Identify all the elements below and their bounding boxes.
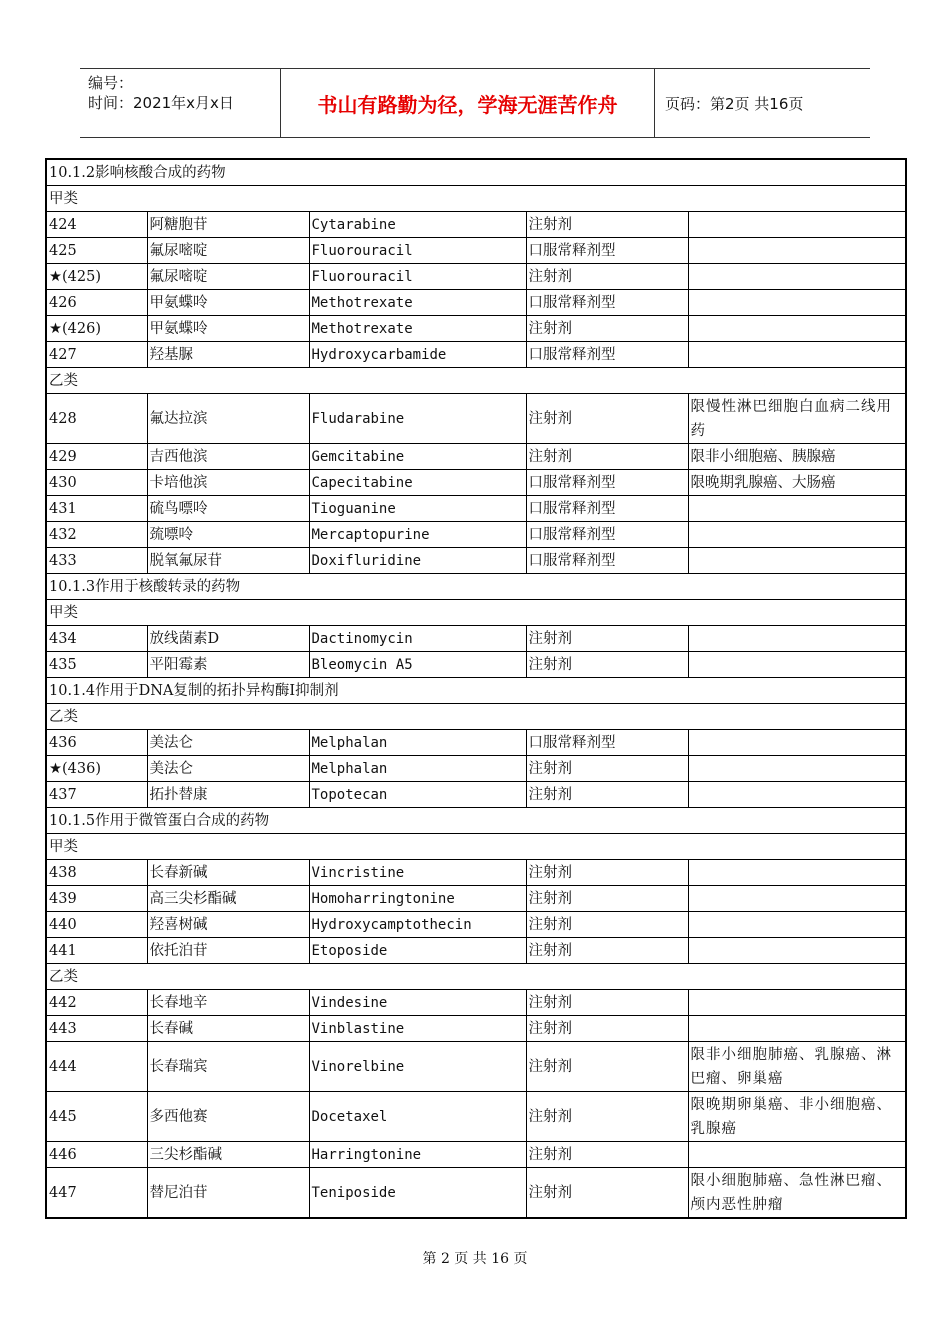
page-footer: 第 2 页 共 16 页 (422, 1251, 528, 1267)
remark: 限慢性淋巴细胞白血病二线用药 (688, 394, 906, 444)
section-row (46, 600, 906, 626)
drug-number: 431 (46, 496, 147, 522)
section-row (46, 834, 906, 860)
drug-name-en: Vindesine (309, 990, 526, 1016)
drug-name-cn: 氟尿嘧啶 (147, 264, 309, 290)
drug-number: 428 (46, 394, 147, 444)
section-heading: 乙类 (46, 368, 906, 394)
table-row (46, 756, 906, 782)
dosage-form: 注射剂 (526, 886, 688, 912)
drug-name-en: Vincristine (309, 860, 526, 886)
drug-name-en: Capecitabine (309, 470, 526, 496)
remark (688, 730, 906, 756)
remark (688, 990, 906, 1016)
dosage-form: 口服常释剂型 (526, 522, 688, 548)
dosage-form: 注射剂 (526, 316, 688, 342)
remark (688, 316, 906, 342)
drug-name-cn: 三尖杉酯碱 (147, 1142, 309, 1168)
table-row (46, 990, 906, 1016)
time-label: 时间：2021年x月x日 (88, 94, 234, 112)
drug-table-body (46, 159, 906, 1218)
drug-name-cn: 吉西他滨 (147, 444, 309, 470)
drug-name-en: Fluorouracil (309, 238, 526, 264)
drug-number: 445 (46, 1092, 147, 1142)
drug-name-en: Fludarabine (309, 394, 526, 444)
drug-name-cn: 羟基脲 (147, 342, 309, 368)
section-row (46, 704, 906, 730)
dosage-form: 注射剂 (526, 990, 688, 1016)
table-row (46, 652, 906, 678)
drug-number: 439 (46, 886, 147, 912)
dosage-form: 口服常释剂型 (526, 496, 688, 522)
drug-number: 426 (46, 290, 147, 316)
drug-name-cn: 氟达拉滨 (147, 394, 309, 444)
table-row (46, 212, 906, 238)
drug-number: 443 (46, 1016, 147, 1042)
drug-number: 441 (46, 938, 147, 964)
drug-name-cn: 卡培他滨 (147, 470, 309, 496)
drug-number: 424 (46, 212, 147, 238)
remark: 限晚期卵巢癌、非小细胞癌、乳腺癌 (688, 1092, 906, 1142)
remark (688, 1016, 906, 1042)
drug-number: ★(436) (46, 756, 147, 782)
drug-number: ★(425) (46, 264, 147, 290)
drug-name-cn: 长春瑞宾 (147, 1042, 309, 1092)
drug-number: 435 (46, 652, 147, 678)
drug-name-cn: 长春地辛 (147, 990, 309, 1016)
serial-label: 编号： (88, 74, 134, 92)
drug-name-en: Doxifluridine (309, 548, 526, 574)
table-row (46, 342, 906, 368)
dosage-form: 口服常释剂型 (526, 290, 688, 316)
drug-name-cn: 放线菌素D (147, 626, 309, 652)
drug-number: 432 (46, 522, 147, 548)
table-row (46, 860, 906, 886)
remark: 限小细胞肺癌、急性淋巴瘤、颅内恶性肿瘤 (688, 1168, 906, 1219)
drug-name-cn: 甲氨蝶呤 (147, 316, 309, 342)
table-row (46, 470, 906, 496)
drug-name-en: Homoharringtonine (309, 886, 526, 912)
drug-number: 444 (46, 1042, 147, 1092)
remark (688, 1142, 906, 1168)
drug-table (45, 158, 907, 1219)
drug-name-en: Vinorelbine (309, 1042, 526, 1092)
dosage-form: 注射剂 (526, 756, 688, 782)
remark (688, 860, 906, 886)
table-row (46, 548, 906, 574)
section-heading: 乙类 (46, 964, 906, 990)
drug-name-en: Topotecan (309, 782, 526, 808)
drug-number: 430 (46, 470, 147, 496)
dosage-form: 注射剂 (526, 394, 688, 444)
dosage-form: 注射剂 (526, 782, 688, 808)
section-heading: 10.1.5作用于微管蛋白合成的药物 (46, 808, 906, 834)
section-heading: 10.1.2影响核酸合成的药物 (46, 159, 906, 186)
drug-name-cn: 平阳霉素 (147, 652, 309, 678)
drug-name-en: Fluorouracil (309, 264, 526, 290)
drug-name-en: Hydroxycamptothecin (309, 912, 526, 938)
drug-name-en: Vinblastine (309, 1016, 526, 1042)
dosage-form: 注射剂 (526, 1142, 688, 1168)
drug-name-en: Docetaxel (309, 1092, 526, 1142)
table-row (46, 886, 906, 912)
dosage-form: 口服常释剂型 (526, 342, 688, 368)
table-row (46, 626, 906, 652)
table-row (46, 1092, 906, 1142)
drug-number: 427 (46, 342, 147, 368)
remark (688, 342, 906, 368)
table-row (46, 938, 906, 964)
remark (688, 212, 906, 238)
section-row (46, 574, 906, 600)
drug-name-cn: 替尼泊苷 (147, 1168, 309, 1219)
drug-number: 446 (46, 1142, 147, 1168)
remark: 限非小细胞肺癌、乳腺癌、淋巴瘤、卵巢癌 (688, 1042, 906, 1092)
section-row (46, 964, 906, 990)
dosage-form: 注射剂 (526, 212, 688, 238)
remark (688, 912, 906, 938)
table-row (46, 1142, 906, 1168)
drug-name-cn: 阿糖胞苷 (147, 212, 309, 238)
dosage-form: 口服常释剂型 (526, 548, 688, 574)
section-row (46, 186, 906, 212)
remark (688, 496, 906, 522)
dosage-form: 注射剂 (526, 1016, 688, 1042)
drug-name-cn: 美法仑 (147, 756, 309, 782)
drug-number: 438 (46, 860, 147, 886)
remark: 限非小细胞癌、胰腺癌 (688, 444, 906, 470)
dosage-form: 注射剂 (526, 1042, 688, 1092)
drug-name-en: Etoposide (309, 938, 526, 964)
remark (688, 938, 906, 964)
drug-name-en: Bleomycin A5 (309, 652, 526, 678)
page-header (80, 68, 870, 138)
drug-name-cn: 长春新碱 (147, 860, 309, 886)
drug-name-cn: 长春碱 (147, 1016, 309, 1042)
drug-name-cn: 巯嘌呤 (147, 522, 309, 548)
section-heading: 甲类 (46, 600, 906, 626)
dosage-form: 注射剂 (526, 938, 688, 964)
table-row (46, 316, 906, 342)
remark (688, 652, 906, 678)
drug-name-en: Hydroxycarbamide (309, 342, 526, 368)
table-row (46, 730, 906, 756)
drug-name-en: Mercaptopurine (309, 522, 526, 548)
drug-name-cn: 高三尖杉酯碱 (147, 886, 309, 912)
drug-name-en: Melphalan (309, 730, 526, 756)
table-row (46, 290, 906, 316)
dosage-form: 口服常释剂型 (526, 730, 688, 756)
dosage-form: 口服常释剂型 (526, 238, 688, 264)
remark (688, 886, 906, 912)
dosage-form: 注射剂 (526, 1168, 688, 1219)
table-row (46, 444, 906, 470)
section-row (46, 678, 906, 704)
drug-name-cn: 硫鸟嘌呤 (147, 496, 309, 522)
drug-name-en: Melphalan (309, 756, 526, 782)
drug-name-cn: 脱氧氟尿苷 (147, 548, 309, 574)
table-row (46, 1016, 906, 1042)
dosage-form: 注射剂 (526, 626, 688, 652)
drug-name-en: Dactinomycin (309, 626, 526, 652)
table-row (46, 522, 906, 548)
table-row (46, 782, 906, 808)
table-row (46, 496, 906, 522)
drug-name-en: Gemcitabine (309, 444, 526, 470)
remark (688, 626, 906, 652)
drug-name-en: Methotrexate (309, 290, 526, 316)
drug-name-cn: 拓扑替康 (147, 782, 309, 808)
drug-name-cn: 多西他赛 (147, 1092, 309, 1142)
table-row (46, 238, 906, 264)
remark (688, 548, 906, 574)
drug-name-en: Cytarabine (309, 212, 526, 238)
drug-number: 429 (46, 444, 147, 470)
table-row (46, 912, 906, 938)
drug-name-en: Harringtonine (309, 1142, 526, 1168)
remark: 限晚期乳腺癌、大肠癌 (688, 470, 906, 496)
drug-name-cn: 美法仑 (147, 730, 309, 756)
table-row (46, 1168, 906, 1219)
section-row (46, 368, 906, 394)
dosage-form: 注射剂 (526, 860, 688, 886)
section-heading: 10.1.3作用于核酸转录的药物 (46, 574, 906, 600)
dosage-form: 注射剂 (526, 1092, 688, 1142)
dosage-form: 口服常释剂型 (526, 470, 688, 496)
section-heading: 10.1.4作用于DNA复制的拓扑异构酶I抑制剂 (46, 678, 906, 704)
section-row (46, 808, 906, 834)
remark (688, 522, 906, 548)
remark (688, 238, 906, 264)
header-page-label: 页码：第2页 共16页 (665, 94, 804, 113)
drug-number: 433 (46, 548, 147, 574)
header-meta (80, 69, 281, 137)
section-heading: 乙类 (46, 704, 906, 730)
dosage-form: 注射剂 (526, 652, 688, 678)
drug-name-cn: 氟尿嘧啶 (147, 238, 309, 264)
dosage-form: 注射剂 (526, 264, 688, 290)
drug-name-en: Tioguanine (309, 496, 526, 522)
header-motto: 书山有路勤为径，学海无涯苦作舟 (281, 69, 655, 137)
drug-number: 436 (46, 730, 147, 756)
section-heading: 甲类 (46, 834, 906, 860)
remark (688, 756, 906, 782)
drug-number: 442 (46, 990, 147, 1016)
dosage-form: 注射剂 (526, 444, 688, 470)
drug-name-cn: 羟喜树碱 (147, 912, 309, 938)
drug-number: 437 (46, 782, 147, 808)
section-row (46, 159, 906, 186)
remark (688, 290, 906, 316)
drug-name-en: Teniposide (309, 1168, 526, 1219)
drug-number: 434 (46, 626, 147, 652)
drug-number: ★(426) (46, 316, 147, 342)
drug-name-cn: 甲氨蝶呤 (147, 290, 309, 316)
table-row (46, 1042, 906, 1092)
remark (688, 782, 906, 808)
section-heading: 甲类 (46, 186, 906, 212)
remark (688, 264, 906, 290)
drug-number: 447 (46, 1168, 147, 1219)
dosage-form: 注射剂 (526, 912, 688, 938)
table-row (46, 264, 906, 290)
table-row (46, 394, 906, 444)
drug-number: 425 (46, 238, 147, 264)
drug-number: 440 (46, 912, 147, 938)
drug-name-en: Methotrexate (309, 316, 526, 342)
drug-name-cn: 依托泊苷 (147, 938, 309, 964)
